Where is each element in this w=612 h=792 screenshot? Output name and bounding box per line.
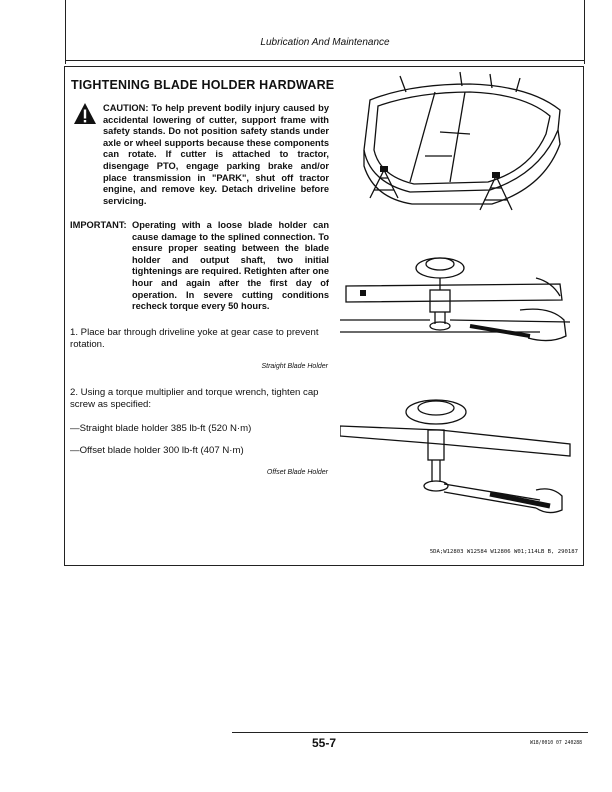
step-2: 2. Using a torque multiplier and torque wrench, tighten cap screw as specified:	[70, 387, 319, 410]
section-header: Lubrication And Maintenance	[260, 37, 390, 48]
procedure-title: TIGHTENING BLADE HOLDER HARDWARE	[71, 78, 335, 92]
illustration-cutter-on-stands	[340, 70, 580, 220]
header-rule	[65, 60, 585, 61]
important-text: Operating with a loose blade holder can cause damage to the splined connection. To ensure proper seating between the blade holder and output shaft, two initial tightenings are required. Retighten after one hour and again after the first day of operation. In severe cutting conditions recheck torque every 50 hours.	[132, 220, 329, 312]
warning-triangle-icon	[73, 102, 97, 126]
step-1: 1. Place bar through driveline yoke at gear case to prevent rotation.	[70, 327, 319, 350]
image-reference-codes: 5DA;W12803 W12584 W12806 W01;114LB B, 290187	[429, 549, 578, 555]
illustration-straight-blade-holder	[340, 240, 580, 360]
caution-text: CAUTION: To help prevent bodily injury caused by accidental lowering of cutter, support frame with safety stands. Do not position safety stands under axle or wheel supports because these components can rotate. If cutter is attached to tractor, disengage PTO, engage parking brake and/or place transmission in "PARK", shut off tractor engine, and remove key. Detach driveline before servicing.	[103, 103, 329, 206]
page-number: 55-7	[312, 736, 337, 750]
illustration-offset-blade-holder	[340, 390, 580, 530]
spec-offset: —Offset blade holder 300 lb-ft (407 N·m)	[70, 445, 244, 456]
important-label: IMPORTANT:	[70, 220, 127, 230]
footer-code: W18/0010 07 240288	[530, 741, 582, 746]
right-margin-line	[584, 0, 585, 64]
footer-rule	[232, 732, 588, 733]
caption-straight: Straight Blade Holder	[261, 363, 328, 370]
left-margin-line	[65, 0, 66, 64]
caption-offset: Offset Blade Holder	[266, 469, 328, 476]
spec-straight: —Straight blade holder 385 lb-ft (520 N·m)	[70, 423, 252, 434]
